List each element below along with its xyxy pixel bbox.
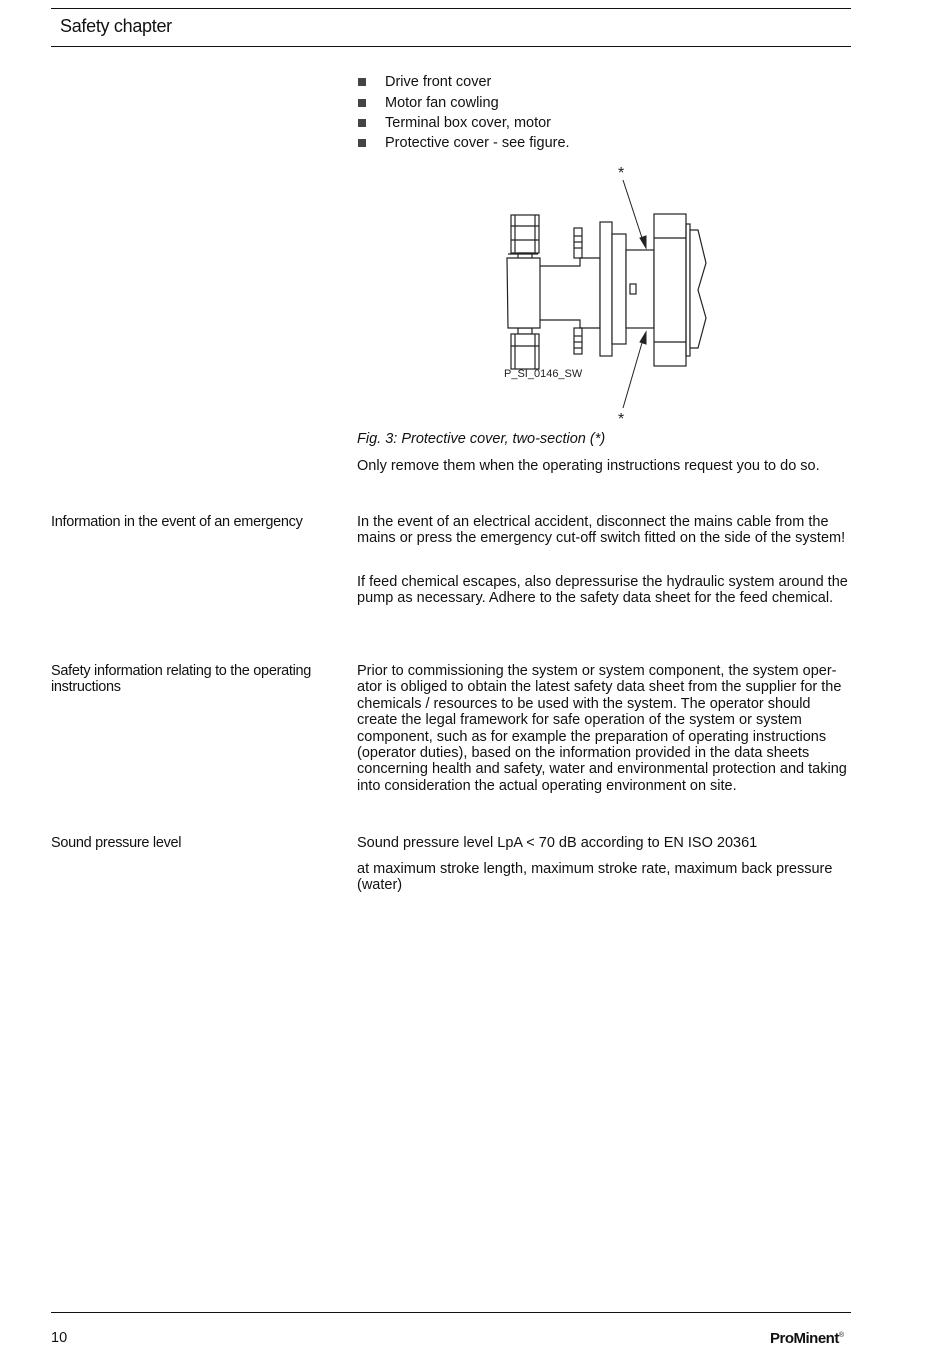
chapter-title: Safety chapter <box>60 16 172 36</box>
footer-rule <box>51 1312 851 1313</box>
section-paragraph: at maximum stroke length, maximum stroke rate, maximum back pressure (water) <box>357 861 833 894</box>
figure-caption: Fig. 3: Protective cover, two-section (*) <box>357 431 606 447</box>
asterisk-marker-bottom: * <box>618 411 625 428</box>
protective-cover-figure <box>480 158 740 428</box>
image-code: P_SI_0146_SW <box>504 368 583 380</box>
cover-list <box>358 72 570 154</box>
brand-logo <box>770 1330 844 1347</box>
square-bullet-icon <box>358 78 366 86</box>
header-bottom-rule <box>51 46 851 47</box>
section-paragraph: Sound pressure level LpA < 70 dB according to EN ISO 20361 <box>357 835 758 851</box>
section-paragraph: Prior to commissioning the system or system component, the system operator is obliged to obtain the latest safety data sheet from the supplier for the chemicals / resources to be used with the system. The operator should create the legal framework for safe operation of the system or system component, such as for example the preparation of operating instructions (operator duties), based on the information provided in the data sheets concerning health and safety, water and environmental protection and taking into consideration the actual operating environment on site. <box>357 663 847 794</box>
list-item: Protective cover - see figure. <box>358 133 570 153</box>
square-bullet-icon <box>358 139 366 147</box>
list-item: Motor fan cowling <box>358 92 570 112</box>
header-top-rule <box>51 8 851 9</box>
registered-mark: ® <box>838 1332 844 1339</box>
intro-note: Only remove them when the operating instructions request you to do so. <box>357 458 820 474</box>
section-label-sound-pressure: Sound pressure level <box>51 835 182 851</box>
square-bullet-icon <box>358 99 366 107</box>
page-number: 10 <box>51 1330 68 1346</box>
section-label-emergency: Information in the event of an emergency <box>51 514 303 530</box>
section-paragraph: In the event of an electrical accident, disconnect the mains cable from the mains or press the emergency cut-off switch fitted on the side of the system! <box>357 514 846 547</box>
section-label-operating-instructions: Safety information relating to the operating instructions <box>51 663 312 696</box>
section-paragraph: If feed chemical escapes, also depressurise the hydraulic system around the pump as necessary. Adhere to the safety data sheet for the feed chemical. <box>357 574 848 607</box>
list-item: Terminal box cover, motor <box>358 113 570 133</box>
asterisk-marker-top: * <box>618 165 625 182</box>
brand-name: ProMinent <box>770 1330 839 1347</box>
square-bullet-icon <box>358 119 366 127</box>
list-item: Drive front cover <box>358 72 570 92</box>
